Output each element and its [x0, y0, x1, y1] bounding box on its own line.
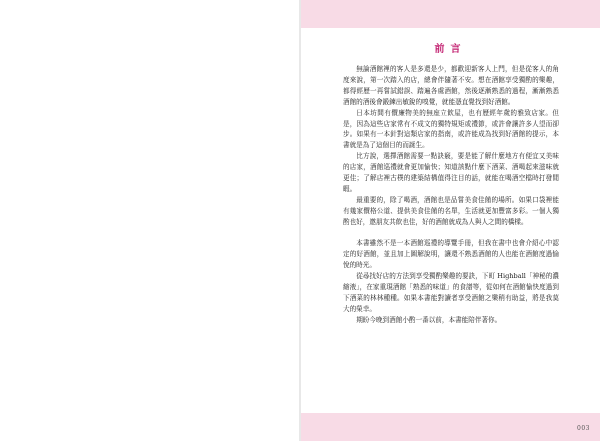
preface-paragraph: 無論酒館裡的客人是多還是少，都歡迎新客人上門，但是從客人的角度來說，第一次踏入的店，總會伴隨著不安。想在酒館享受獨酌的樂趣，都得經歷一再嘗試錯誤、踏遍各處酒館，然後逐漸熟悉的過程，漸漸熟悉酒館的酒後會鍛鍊出敏銳的嗅覺，就能憑直覺找到好酒館。 [343, 65, 559, 106]
preface-paragraph: 本書雖然不是一本酒館巡禮的導覽手冊，但我在書中也會介紹心中認定的好酒館，並且加上圖解說明，讓還不熟悉酒館的人也能在酒館度過愉悅的時光。 [343, 239, 559, 270]
right-page [301, 0, 600, 441]
preface-paragraph: 日本坊間有價廉物美的無座立飲屋，也有歷經年歲的雅致店家。但是，因為這些店家常有不成文的獨特規矩或禮節，或許會讓許多人望而卻步。如果有一本針對這類店家的指南，或許能成為找到好酒館的提示，本書就是為了這個目的而誕生。 [343, 108, 559, 150]
preface-body [343, 64, 559, 326]
preface-paragraph: 從尋找好店的方法到享受獨酌樂趣的要訣，下町 Highball「神秘的濃縮液」，在家重現酒館「熟悉的味道」的食譜等，從如何在酒館愉快度過到下酒菜的林林種種。如果本書能對讀者享受酒館之樂稍有助益，將是我莫大的榮幸。 [343, 272, 559, 313]
preface-paragraph: 最重要的，除了喝酒，酒館也是品嘗美食佳餚的場所。如果口袋裡能有幾家價格公道、提供美食佳餚的名單，生活就更加豐富多彩。一個人獨酌也好，邀朋友共飲也佳，好的酒館就成為人與人之間的橋樑。 [343, 195, 559, 226]
preface-paragraph: 期盼今晚到酒館小酌一番以前，本書能陪伴著你。 [356, 315, 502, 324]
top-color-band [301, 0, 600, 28]
page-number: 003 [577, 425, 590, 432]
bottom-color-band [301, 413, 600, 441]
page-title: 前言 [434, 44, 467, 55]
preface-paragraph: 比方說，選擇酒館需要一點訣竅，要是能了解什麼地方有便宜又美味的店家，酒館巡禮就會更加愉快；知道該點什麼下酒菜、酒喝起來滋味就更佳；了解店裡古樸的建築結構值得注目的話，就能在喝酒空檔時打發閒暇。 [343, 152, 559, 193]
